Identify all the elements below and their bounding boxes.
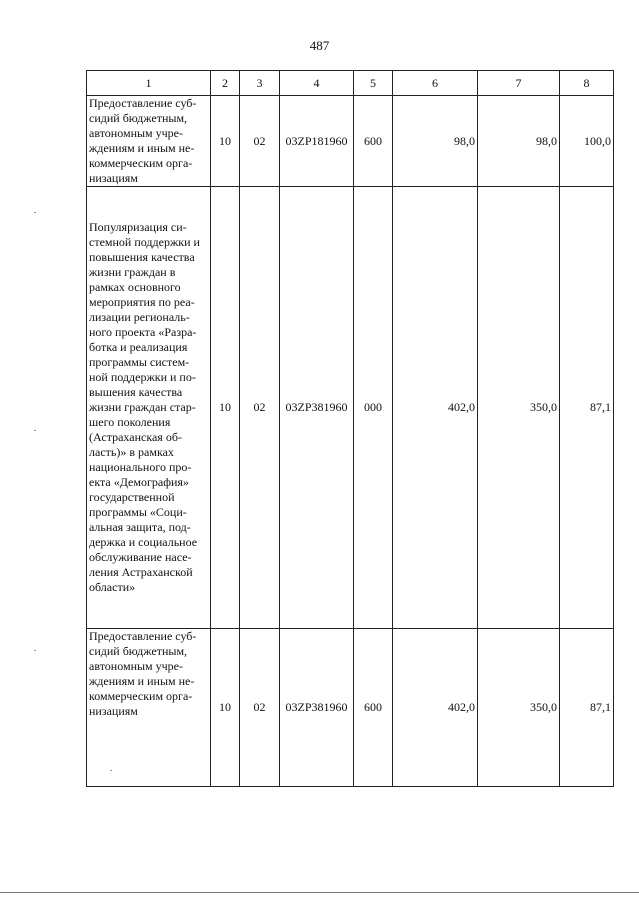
cell-target-code: 03ZP381960 [280,187,354,629]
scan-speck [34,430,36,431]
cell-subsection: 02 [240,187,280,629]
scan-speck [34,212,36,213]
page-bottom-rule [0,892,639,893]
column-header: 8 [560,71,614,96]
cell-expense-type: 600 [354,629,393,787]
row-description: Предоставление суб- сидий бюджетным, автономным учре- ждениям и иным не- коммерческим орга- низациям [87,96,211,187]
cell-executed: 350,0 [478,629,560,787]
cell-expense-type: 000 [354,187,393,629]
column-header: 3 [240,71,280,96]
cell-target-code: 03ZP181960 [280,96,354,187]
cell-percent: 87,1 [560,629,614,787]
row-description: Популяризация си- стемной поддержки и повышения качества жизни граждан в рамках основного мероприятия по реа- лизации региональ- ного проекта «Разра- ботка и реализация программы систем- ной поддержки и по- вышения качества жизни граждан стар- шего поколения (Астраханская об- ласть)» в рамках национального про- екта «Демография» государственной программы «Соци- альная защита, под- держка и социальное обслуживание насе- ления Астраханской области» [87,187,211,629]
column-header: 6 [393,71,478,96]
cell-percent: 87,1 [560,187,614,629]
column-header: 7 [478,71,560,96]
cell-planned: 402,0 [393,187,478,629]
column-header: 1 [87,71,211,96]
cell-executed: 98,0 [478,96,560,187]
cell-planned: 402,0 [393,629,478,787]
cell-section: 10 [211,187,240,629]
scan-speck [110,770,112,771]
scan-speck [34,650,36,651]
column-header: 2 [211,71,240,96]
column-header: 4 [280,71,354,96]
cell-subsection: 02 [240,629,280,787]
budget-table [86,70,614,787]
column-header: 5 [354,71,393,96]
cell-target-code: 03ZP381960 [280,629,354,787]
cell-executed: 350,0 [478,187,560,629]
cell-section: 10 [211,96,240,187]
page-number: 487 [309,38,330,53]
table-row [87,629,614,787]
cell-section: 10 [211,629,240,787]
cell-percent: 100,0 [560,96,614,187]
row-description: Предоставление суб- сидий бюджетным, автономным учре- ждениям и иным не- коммерческим орга- низациям [87,629,211,787]
cell-expense-type: 600 [354,96,393,187]
table-row [87,187,614,629]
table-row [87,96,614,187]
table-header-row [87,71,614,96]
cell-planned: 98,0 [393,96,478,187]
cell-subsection: 02 [240,96,280,187]
